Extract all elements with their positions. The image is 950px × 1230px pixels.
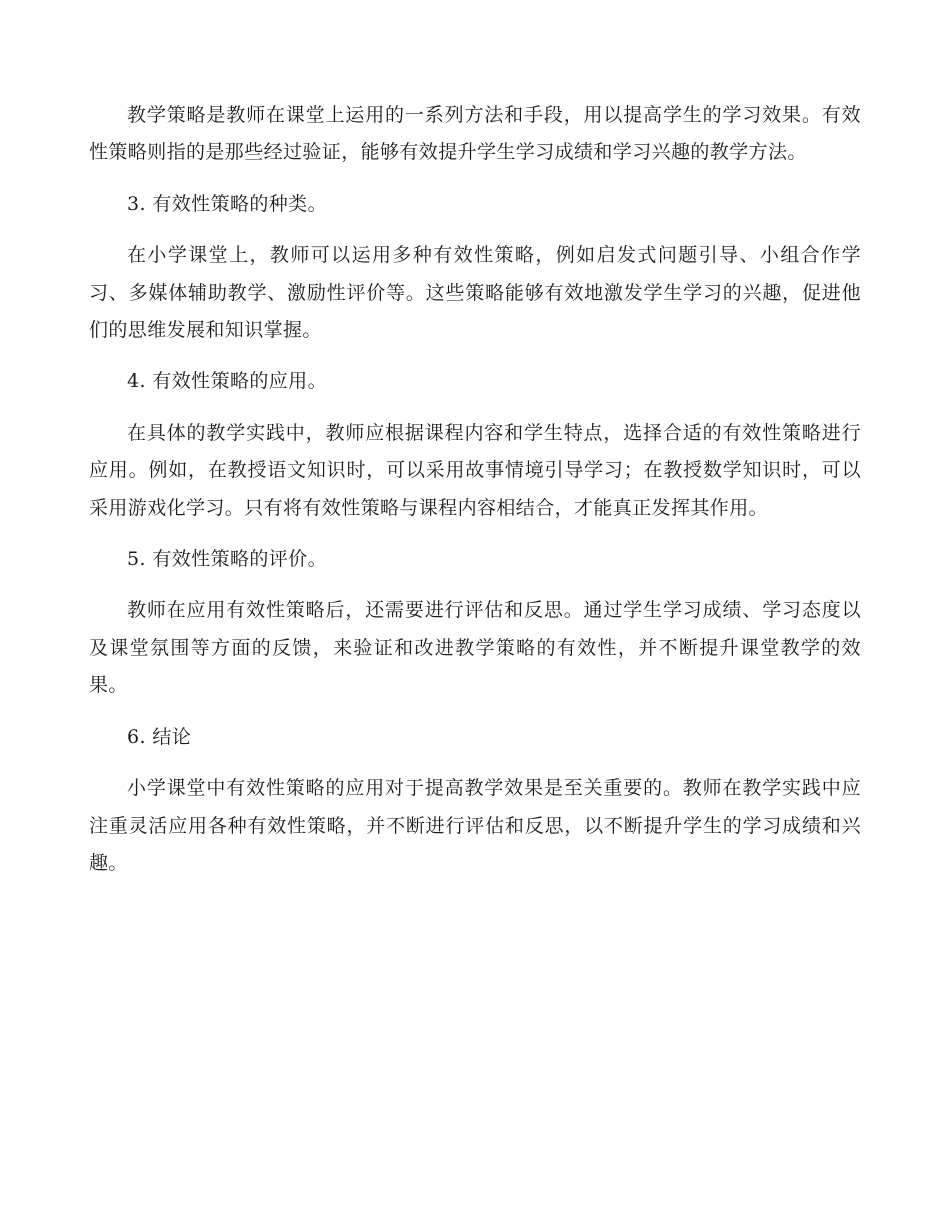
section-heading-evaluation: 5. 有效性策略的评价。 (127, 548, 327, 571)
section-heading-application: 4. 有效性策略的应用。 (127, 370, 327, 393)
paragraph-definition: 教学策略是教师在课堂上运用的一系列方法和手段，用以提高学生的学习效果。有效性策略则指的是那些经过验证，能够有效提升学生学习成绩和学习兴趣的教学方法。 (89, 104, 861, 164)
document-body (89, 97, 861, 896)
section-heading-conclusion: 6. 结论 (127, 725, 192, 748)
paragraph-types: 在小学课堂上，教师可以运用多种有效性策略，例如启发式问题引导、小组合作学习、多媒体辅助教学、激励性评价等。这些策略能够有效地激发学生学习的兴趣，促进他们的思维发展和知识掌握。 (89, 244, 861, 342)
section-heading-types: 3. 有效性策略的种类。 (127, 192, 327, 215)
paragraph-conclusion: 小学课堂中有效性策略的应用对于提高教学效果是至关重要的。教师在教学实践中应注重灵活应用各种有效性策略，并不断进行评估和反思，以不断提升学生的学习成绩和兴趣。 (89, 777, 861, 874)
paragraph-evaluation: 教师在应用有效性策略后，还需要进行评估和反思。通过学生学习成绩、学习态度以及课堂氛围等方面的反馈，来验证和改进教学策略的有效性，并不断提升课堂教学的效果。 (89, 599, 861, 697)
paragraph-application: 在具体的教学实践中，教师应根据课程内容和学生特点，选择合适的有效性策略进行应用。例如，在教授语文知识时，可以采用故事情境引导学习；在教授数学知识时，可以采用游戏化学习。只有将有效性策略与课程内容相结合，才能真正发挥其作用。 (89, 421, 861, 519)
